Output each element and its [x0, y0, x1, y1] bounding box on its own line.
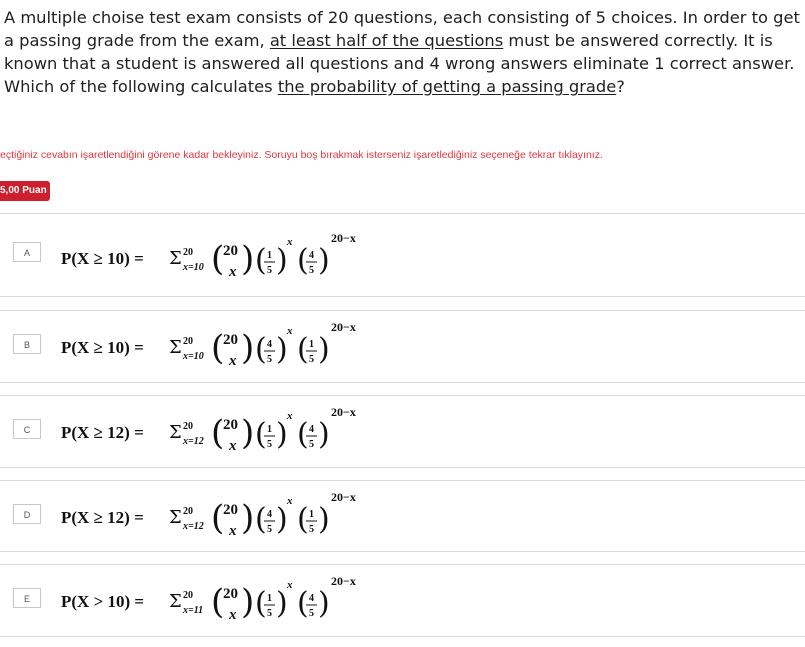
svg-text:5: 5 [309, 608, 314, 619]
svg-text:20: 20 [183, 421, 193, 432]
svg-text:P(X ≥ 12) =: P(X ≥ 12) = [61, 423, 144, 442]
svg-text:x: x [287, 410, 293, 422]
svg-text:5: 5 [309, 524, 314, 535]
svg-text:x: x [229, 607, 237, 623]
svg-text:Σ: Σ [169, 507, 182, 528]
svg-text:(: ( [211, 498, 225, 538]
svg-text:20: 20 [183, 590, 193, 601]
svg-text:x: x [229, 264, 237, 280]
svg-text:x: x [229, 353, 237, 369]
svg-text:20−x: 20−x [331, 490, 356, 504]
svg-text:P(X ≥ 10) =: P(X ≥ 10) = [61, 249, 144, 268]
svg-text:): ) [276, 417, 288, 452]
question-underline-2: the probability of getting a passing grade [277, 77, 617, 96]
option-letter-e[interactable]: E [13, 588, 41, 608]
svg-text:5: 5 [309, 354, 314, 365]
svg-text:20: 20 [223, 502, 238, 518]
svg-text:P(X ≥ 10) =: P(X ≥ 10) = [61, 338, 144, 357]
svg-text:1: 1 [267, 424, 272, 435]
svg-text:20: 20 [223, 332, 238, 348]
svg-text:(: ( [255, 586, 267, 621]
svg-text:x=10: x=10 [183, 262, 204, 273]
svg-text:4: 4 [267, 509, 272, 520]
svg-text:(: ( [255, 502, 267, 537]
svg-text:P(X > 10) =: P(X > 10) = [61, 592, 145, 611]
svg-text:(: ( [255, 332, 267, 367]
option-formula-c [61, 397, 421, 457]
svg-text:20−x: 20−x [331, 574, 356, 588]
svg-text:1: 1 [309, 339, 314, 350]
svg-text:(: ( [297, 586, 309, 621]
score-badge: 5,00 Puan [0, 181, 50, 201]
option-letter-d[interactable]: D [13, 504, 41, 524]
instruction-notice: eçtiğiniz cevabın işaretlendiğini görene kadar bekleyiniz. Soruyu boş bırakmak isterseniz işaretlediğiniz seçeneğe tekrar tıklayınız. [0, 149, 603, 161]
svg-text:1: 1 [267, 593, 272, 604]
svg-text:x=10: x=10 [183, 351, 204, 362]
question-part-1: A multiple choise test exam consists of 20 questions, each consisting of 5 choices. In order to get a passing grade from the exam, [4, 8, 800, 50]
svg-text:): ) [241, 413, 255, 453]
option-a[interactable] [0, 221, 805, 291]
svg-text:): ) [318, 417, 330, 452]
divider [0, 213, 805, 214]
svg-text:20: 20 [223, 243, 238, 259]
question-part-2: must be answered correctly. It is known that a student is answered all questions and 4 wrong answers eliminate 1 correct answer. Which of the following calculates [4, 31, 795, 96]
svg-text:(: ( [297, 332, 309, 367]
option-letter-b[interactable]: B [13, 334, 41, 354]
svg-text:(: ( [297, 417, 309, 452]
svg-text:x: x [287, 579, 293, 591]
svg-text:5: 5 [309, 265, 314, 276]
svg-text:): ) [241, 498, 255, 538]
svg-text:x: x [287, 495, 293, 507]
svg-text:x=11: x=11 [183, 605, 204, 616]
option-letter-c[interactable]: C [13, 419, 41, 439]
svg-text:5: 5 [267, 354, 272, 365]
svg-text:20−x: 20−x [331, 405, 356, 419]
svg-text:5: 5 [309, 439, 314, 450]
svg-text:1: 1 [267, 250, 272, 261]
svg-text:x: x [229, 523, 237, 539]
svg-text:): ) [241, 239, 255, 279]
svg-text:5: 5 [267, 265, 272, 276]
svg-text:): ) [276, 332, 288, 367]
svg-text:): ) [276, 243, 288, 278]
svg-text:4: 4 [267, 339, 272, 350]
divider [0, 551, 805, 552]
divider [0, 467, 805, 468]
svg-text:): ) [318, 332, 330, 367]
svg-text:): ) [276, 586, 288, 621]
option-formula-a [61, 223, 421, 283]
svg-text:5: 5 [267, 524, 272, 535]
svg-text:20−x: 20−x [331, 231, 356, 245]
svg-text:Σ: Σ [169, 591, 182, 612]
question-part-3: ? [616, 77, 625, 96]
svg-text:20: 20 [183, 506, 193, 517]
svg-text:): ) [276, 502, 288, 537]
option-d[interactable] [0, 480, 805, 550]
svg-text:(: ( [211, 582, 225, 622]
svg-text:): ) [241, 328, 255, 368]
svg-text:Σ: Σ [169, 422, 182, 443]
svg-text:(: ( [211, 328, 225, 368]
svg-text:5: 5 [267, 608, 272, 619]
svg-text:): ) [318, 243, 330, 278]
svg-text:): ) [318, 502, 330, 537]
svg-text:20−x: 20−x [331, 320, 356, 334]
question-underline-1: at least half of the questions [269, 31, 504, 50]
divider [0, 296, 805, 297]
option-formula-e [61, 566, 421, 626]
svg-text:20: 20 [183, 336, 193, 347]
svg-text:Σ: Σ [169, 248, 182, 269]
svg-text:(: ( [255, 243, 267, 278]
svg-text:): ) [318, 586, 330, 621]
svg-text:(: ( [297, 243, 309, 278]
svg-text:x: x [229, 438, 237, 454]
svg-text:5: 5 [267, 439, 272, 450]
option-e[interactable] [0, 564, 805, 634]
option-b[interactable] [0, 310, 805, 380]
question-text [4, 6, 802, 98]
option-letter-a[interactable]: A [13, 242, 41, 262]
svg-text:1: 1 [309, 509, 314, 520]
svg-text:(: ( [297, 502, 309, 537]
svg-text:x=12: x=12 [183, 521, 204, 532]
svg-text:20: 20 [223, 586, 238, 602]
svg-text:P(X ≥ 12) =: P(X ≥ 12) = [61, 508, 144, 527]
option-formula-d [61, 482, 421, 542]
svg-text:x: x [287, 325, 293, 337]
svg-text:20: 20 [183, 247, 193, 258]
divider [0, 636, 805, 637]
divider [0, 382, 805, 383]
svg-text:(: ( [255, 417, 267, 452]
option-formula-b [61, 312, 421, 372]
svg-text:x=12: x=12 [183, 436, 204, 447]
svg-text:(: ( [211, 413, 225, 453]
svg-text:(: ( [211, 239, 225, 279]
svg-text:x: x [287, 236, 293, 248]
svg-text:4: 4 [309, 593, 314, 604]
svg-text:4: 4 [309, 424, 314, 435]
svg-text:4: 4 [309, 250, 314, 261]
option-c[interactable] [0, 395, 805, 465]
svg-text:20: 20 [223, 417, 238, 433]
svg-text:Σ: Σ [169, 337, 182, 358]
svg-text:): ) [241, 582, 255, 622]
